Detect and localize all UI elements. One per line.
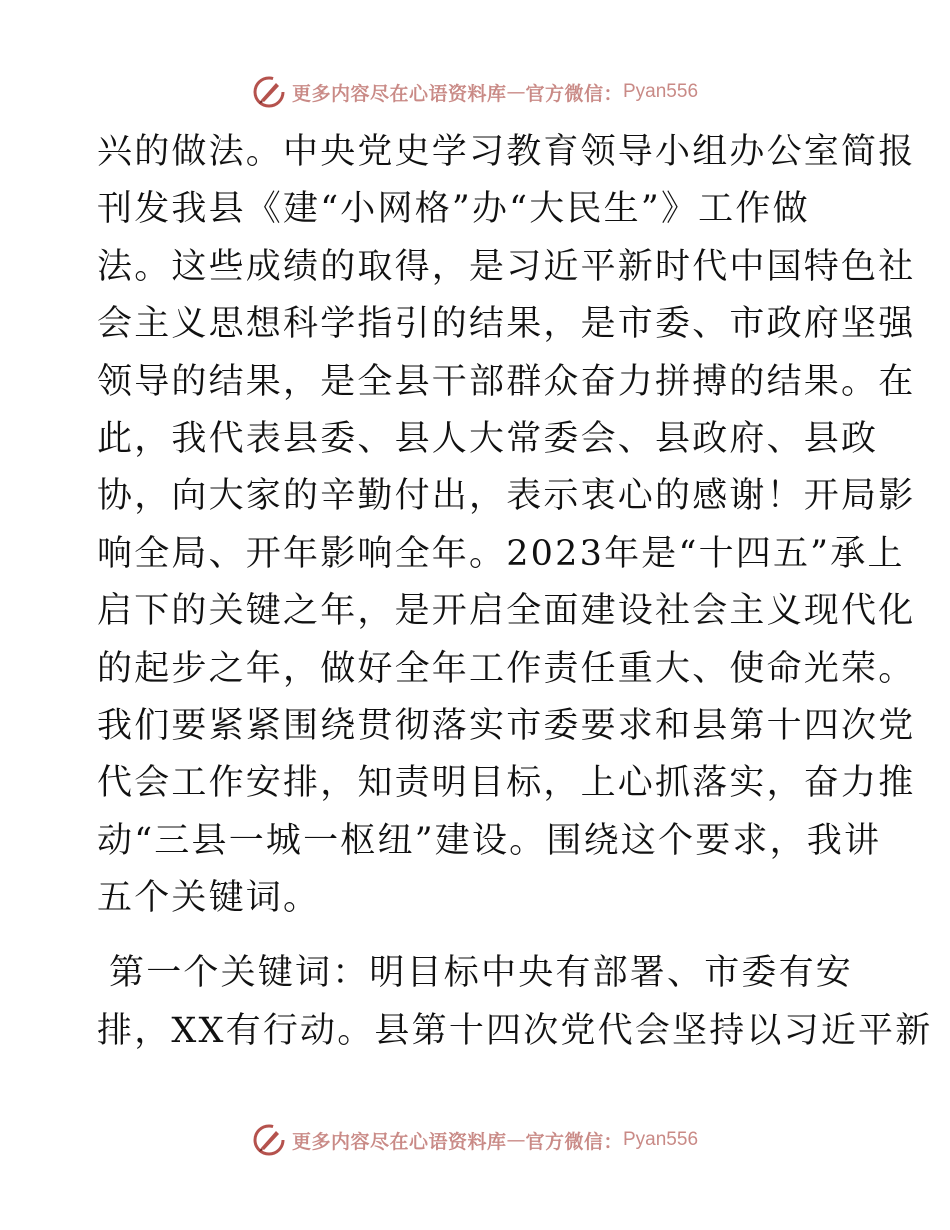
- text-line: 我们要紧紧围绕贯彻落实市委要求和县第十四次党: [97, 705, 916, 746]
- section-heading-line: 第一个关键词：明目标中央有部署、市委有安: [109, 953, 854, 994]
- text-line: 响全局、开年影响全年。2023年是“十四五”承上: [97, 533, 905, 574]
- watermark-wechat-label: 官方微信：: [525, 82, 623, 105]
- watermark-wechat-id: Pyan556: [623, 1129, 699, 1150]
- text-line: 兴的做法。中央党史学习教育领导小组办公室简报: [97, 132, 916, 172]
- text-line: 排，XX有行动。县第十四次党代会坚持以习近平新: [97, 1010, 933, 1051]
- text-line: 五个关键词。: [97, 878, 321, 919]
- text-line: 动“三县一城一枢纽”建设。围绕这个要求，我讲: [97, 820, 882, 861]
- text-line: 协，向大家的辛勤付出，表示衷心的感谢！开局影: [97, 476, 916, 517]
- footer-watermark: [0, 1120, 950, 1160]
- quill-logo-icon: [252, 75, 286, 109]
- text-line: 的起步之年，做好全年工作责任重大、使命光荣。: [97, 648, 916, 689]
- header-watermark: [0, 72, 950, 112]
- watermark-brand: 更多内容尽在心语资料库: [291, 1130, 507, 1153]
- text-line: 此，我代表县委、县人大常委会、县政府、县政: [97, 418, 879, 459]
- text-line: 代会工作安排，知责明目标，上心抓落实，奋力推: [97, 763, 916, 804]
- watermark-brand: 更多内容尽在心语资料库: [291, 82, 507, 105]
- paragraph-gap: [97, 927, 867, 945]
- document-body: [97, 124, 933, 1060]
- watermark-separator: —: [506, 81, 526, 103]
- watermark-wechat-label: 官方微信：: [525, 1130, 623, 1153]
- text-line: 会主义思想科学指引的结果，是市委、市政府坚强: [97, 304, 916, 345]
- quill-logo-icon: [252, 1123, 286, 1157]
- text-line: 法。这些成绩的取得，是习近平新时代中国特色社: [97, 246, 916, 287]
- paragraph-2: [97, 945, 933, 1060]
- text-line: 刊发我县《建“小网格”办“大民生”》工作做: [97, 189, 810, 230]
- text-line: 领导的结果，是全县干部群众奋力拼搏的结果。在: [97, 361, 916, 402]
- text-line: 启下的关键之年，是开启全面建设社会主义现代化: [97, 591, 916, 632]
- watermark-separator: —: [506, 1129, 526, 1151]
- watermark-wechat-id: Pyan556: [623, 81, 699, 102]
- paragraph-1: [97, 124, 916, 927]
